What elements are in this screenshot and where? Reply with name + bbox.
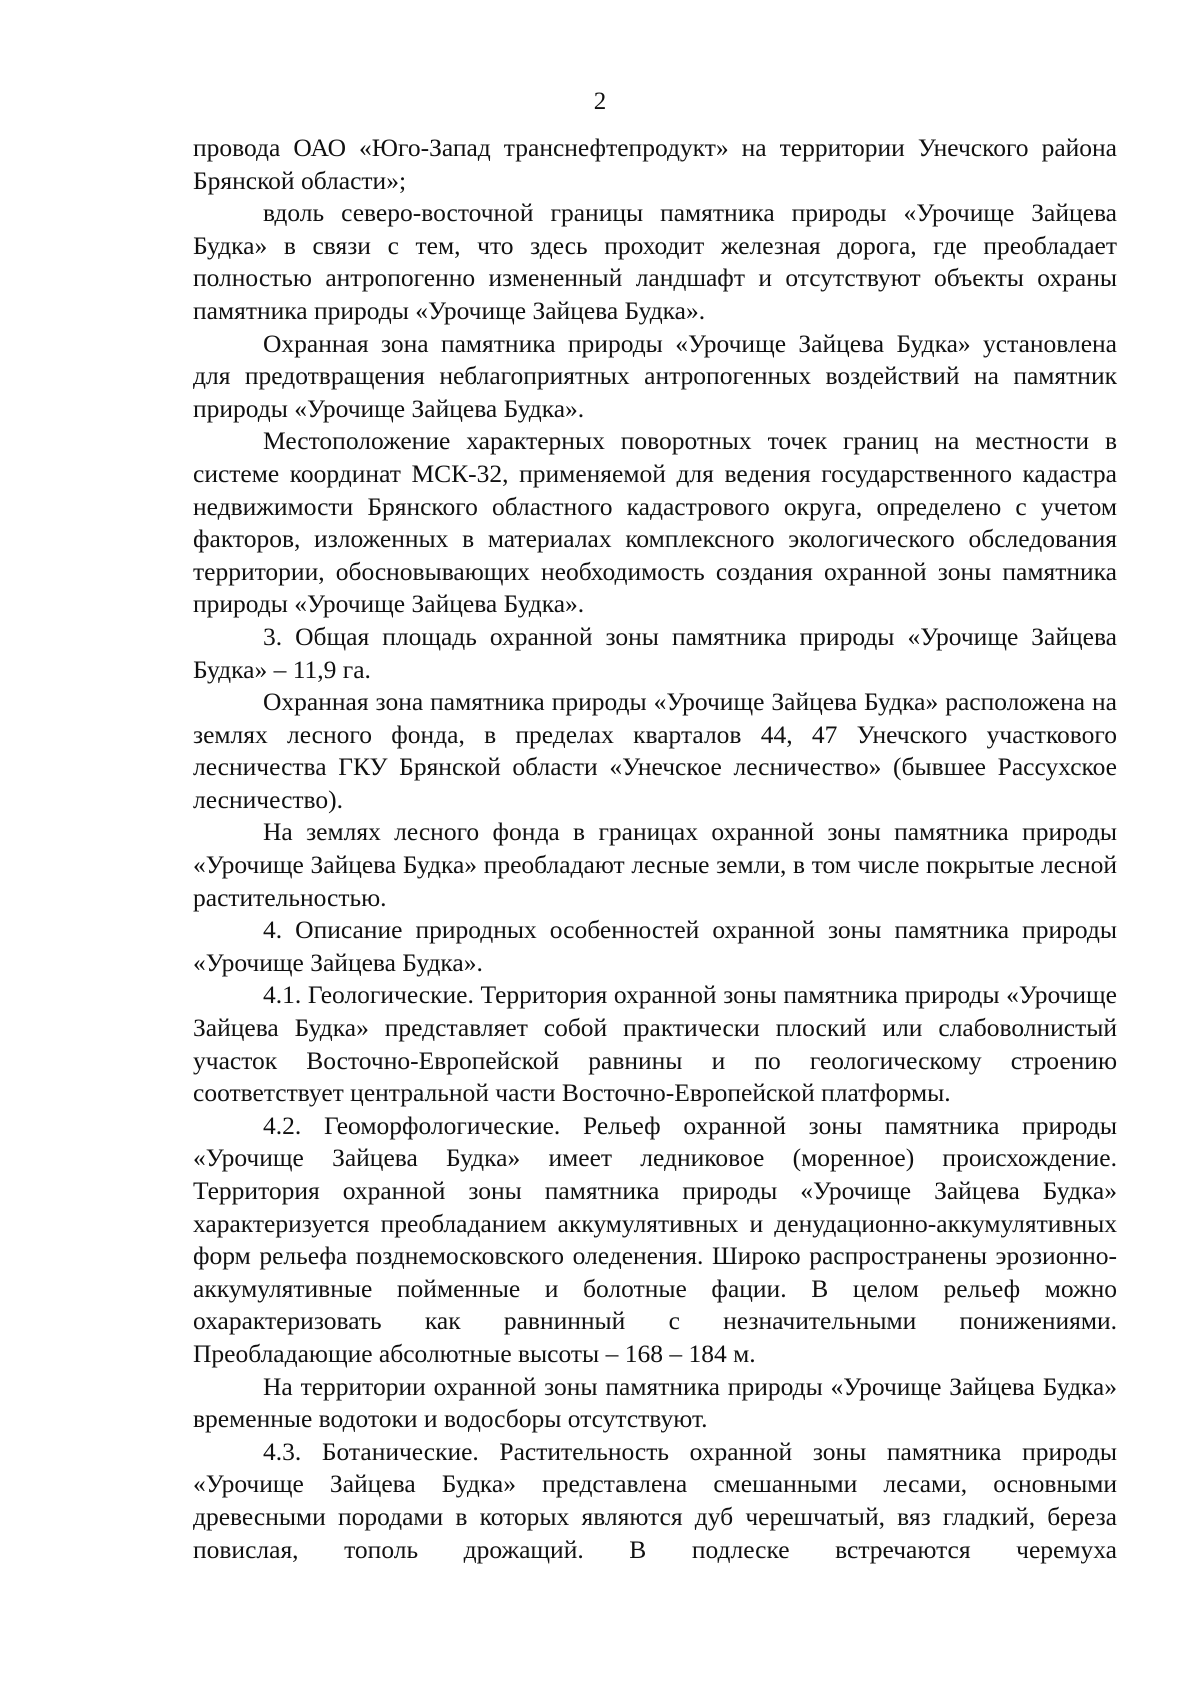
paragraph-section-4-heading: 4. Описание природных особенностей охранной зоны памятника природы «Урочище Зайцева Будка». — [193, 915, 1117, 977]
document-body — [193, 132, 1117, 1566]
paragraph-botanical: 4.3. Ботанические. Растительность охранной зоны памятника природы «Урочище Зайцева Будка» представлена смешанными лесами, основными древесными породами в которых являются дуб черешчатый, вяз гладкий, береза повислая, тополь дрожащий. В подлеске встречаются черемуха — [193, 1436, 1117, 1564]
paragraph-watercourses: На территории охранной зоны памятника природы «Урочище Зайцева Будка» временные водотоки и водосборы отсутствуют. — [193, 1371, 1117, 1434]
page-number: 2 — [593, 88, 607, 115]
paragraph-forest-lands: На землях лесного фонда в границах охранной зоны памятника природы «Урочище Зайцева Будка» преобладают лесные земли, в том числе покрытые лесной растительностью. — [193, 817, 1117, 912]
paragraph-northeast-boundary: вдоль северо-восточной границы памятника природы «Урочище Зайцева Будка» в связи с тем, что здесь проходит железная дорога, где преобладает полностью антропогенно измененный ландшафт и отсутствуют объекты охраны памятника природы «Урочище Зайцева Будка». — [193, 198, 1117, 325]
paragraph-geological: 4.1. Геологические. Территория охранной зоны памятника природы «Урочище Зайцева Будка» представляет собой практически плоский или слабоволнистый участок Восточно-Европейской равнины и по геологическому строению соответствует центральной части Восточно-Европейской платформы. — [193, 980, 1117, 1108]
paragraph-continuation: провода ОАО «Юго-Запад транснефтепродукт» на территории Унечского района Брянской области»; — [193, 133, 1117, 195]
paragraph-location: Охранная зона памятника природы «Урочище Зайцева Будка» расположена на землях лесного фонда, в пределах кварталов 44, 47 Унечского участкового лесничества ГКУ Брянской области «Унечское лесничество» (бывшее Рассухское лесничество). — [193, 687, 1117, 814]
paragraph-zone-purpose: Охранная зона памятника природы «Урочище Зайцева Будка» установлена для предотвращения неблагоприятных антропогенных воздействий на памятник природы «Урочище Зайцева Будка». — [193, 328, 1117, 423]
paragraph-total-area: 3. Общая площадь охранной зоны памятника природы «Урочище Зайцева Будка» – 11,9 га. — [193, 621, 1117, 684]
paragraph-coordinates: Местоположение характерных поворотных точек границ на местности в системе координат МСК-32, применяемой для ведения государственного кадастра недвижимости Брянского областного кадастрового округа, определено с учетом факторов, изложенных в материалах комплексного экологического обследования территории, обосновывающих необходимость создания охранной зоны памятника природы «Урочище Зайцева Будка». — [193, 426, 1117, 619]
paragraph-geomorphological: 4.2. Геоморфологические. Рельеф охранной зоны памятника природы «Урочище Зайцева Будка» имеет ледниковое (моренное) происхождение. Территория охранной зоны памятника природы «Урочище Зайцева Будка» характеризуется преобладанием аккумулятивных и денудационно-аккумулятивных форм рельефа позднемосковского оледенения. Широко распространены эрозионно-аккумулятивные пойменные и болотные фации. В целом рельеф можно охарактеризовать как равнинный с незначительными понижениями. Преобладающие абсолютные высоты – 168 – 184 м. — [193, 1110, 1117, 1368]
